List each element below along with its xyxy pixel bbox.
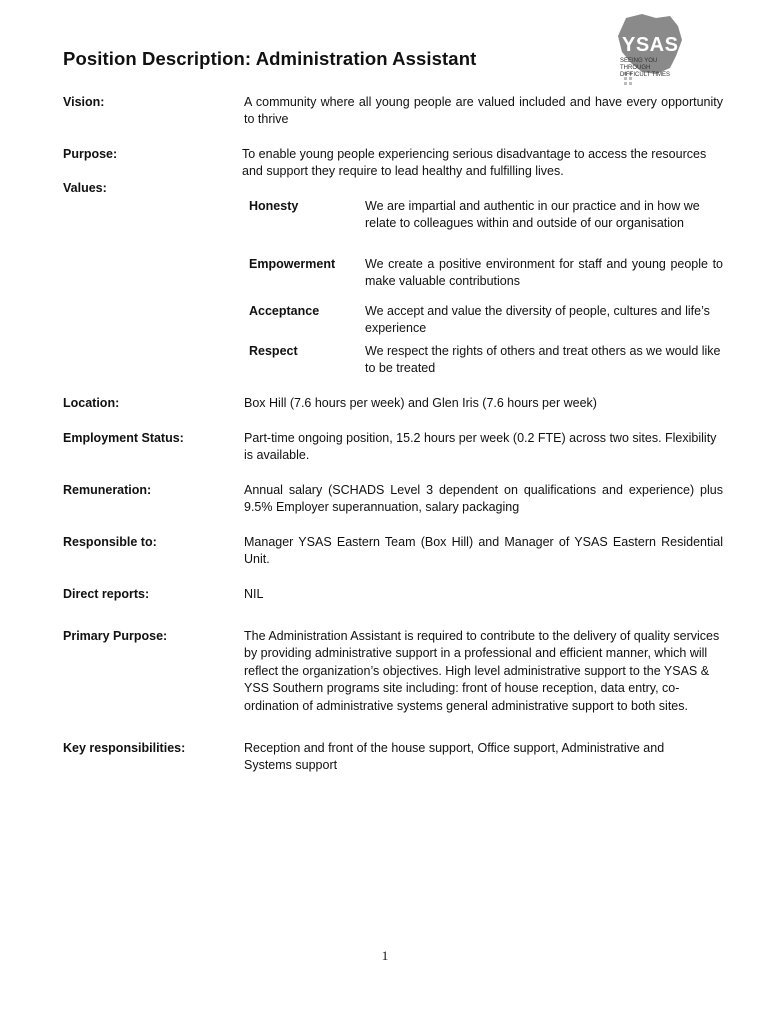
value-name-acceptance: Acceptance <box>249 304 320 318</box>
page-number: 1 <box>381 948 389 963</box>
ysas-logo <box>612 12 686 92</box>
value-text-respect: We respect the rights of others and treat others as we would like to be treated <box>365 344 721 376</box>
responsible-to-text: Manager YSAS Eastern Team (Box Hill) and Manager of YSAS Eastern Residential Unit. <box>244 535 723 567</box>
value-name-respect: Respect <box>249 344 298 358</box>
employment-status-text: Part-time ongoing position, 15.2 hours per week (0.2 FTE) across two sites. Flexibility is available. <box>244 431 717 463</box>
key-responsibilities-text: Reception and front of the house support, Office support, Administrative and Systems support <box>244 741 665 773</box>
value-text-empowerment: We create a positive environment for staff and young people to make valuable contributions <box>365 257 723 289</box>
vision-label: Vision: <box>63 95 105 109</box>
key-responsibilities-label: Key responsibilities: <box>63 741 186 755</box>
purpose-label: Purpose: <box>63 147 118 161</box>
location-text: Box Hill (7.6 hours per week) and Glen Iris (7.6 hours per week) <box>244 396 597 410</box>
purpose-text: To enable young people experiencing serious disadvantage to access the resources and support they require to lead healthy and fulfilling lives. <box>242 147 707 179</box>
values-label: Values: <box>63 181 107 195</box>
primary-purpose-label: Primary Purpose: <box>63 629 168 643</box>
value-text-acceptance: We accept and value the diversity of people, cultures and life’s experience <box>365 304 710 336</box>
value-name-honesty: Honesty <box>249 199 299 213</box>
logo-tagline: SEEING YOU THROUGH DIFFICULT TIMES <box>620 58 671 78</box>
responsible-to-label: Responsible to: <box>63 535 157 549</box>
vision-text: A community where all young people are valued included and have every opportunity to thrive <box>244 95 723 127</box>
remuneration-label: Remuneration: <box>63 483 152 497</box>
primary-purpose-text: The Administration Assistant is required to contribute to the delivery of quality services by providing administrative support in a professional and efficient manner, which will reflect the organization’s objectives. High level administrative support to the YSAS & YSS Southern programs site including: front of house reception, data entry, co-ordination of administrative systems general administrative support to both sites. <box>244 629 720 713</box>
direct-reports-text: NIL <box>244 587 264 601</box>
direct-reports-label: Direct reports: <box>63 587 150 601</box>
location-label: Location: <box>63 396 120 410</box>
page-title: Position Description: Administration Assistant <box>63 48 477 69</box>
employment-status-label: Employment Status: <box>63 431 184 445</box>
logo-text: YSAS <box>622 34 679 56</box>
value-text-honesty: We are impartial and authentic in our practice and in how we relate to colleagues within and outside of our organisation <box>365 199 700 231</box>
remuneration-text: Annual salary (SCHADS Level 3 dependent on qualifications and experience) plus 9.5% Employer superannuation, salary packaging <box>244 483 723 515</box>
value-name-empowerment: Empowerment <box>249 257 336 271</box>
